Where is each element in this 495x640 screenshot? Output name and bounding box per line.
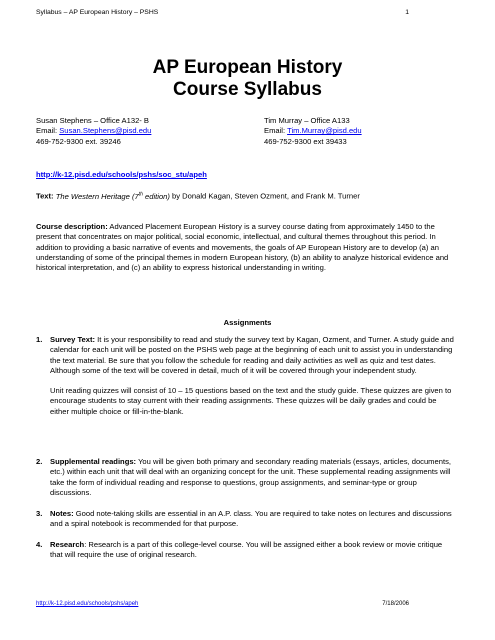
text-label: Text: [36, 191, 54, 201]
email-link[interactable]: Tim.Murray@pisd.edu [287, 126, 362, 136]
assignment-item: 4. Research: Research is a part of this college-level course. You will be assigned either a book review or movie critique that will require the use of original research. [36, 540, 443, 560]
page-number: 1 [405, 9, 409, 16]
contact-email-row: Email: Tim.Murray@pisd.edu [264, 126, 362, 136]
assignments-heading: Assignments [223, 318, 272, 327]
footer-date: 7/18/2006 [382, 601, 409, 607]
contact-stephens [36, 116, 151, 147]
page-header [36, 9, 409, 16]
assignment-label: Supplemental readings: [50, 457, 137, 466]
assignment-label: Research [50, 540, 85, 549]
assignment-body: It is your responsibility to read and study the survey text by Kagan, Ozment, and Turner. A study guide and calendar for each unit will be posted on the PSHS web page at the beginning of each unit to assist you in understanding the text material. Be sure that you follow the schedule for reading and daily activities as well as quiz and test dates. Although some of the text will be covered in detail, much of it will be covered through your independent study. [50, 335, 454, 375]
book-title: The Western Heritage (7th edition) [55, 191, 170, 201]
course-description-label: Course description: [36, 222, 108, 231]
contact-murray [264, 116, 362, 147]
text-section [36, 189, 454, 202]
course-description [36, 222, 454, 273]
footer-url-link[interactable]: http://k-12.pisd.edu/schools/pshs/apeh [36, 601, 139, 607]
assignment-item: 3. Notes: Good note-taking skills are essential in an A.P. class. You are required to take notes on lectures and discussions and a spiral notebook is recommended for that purpose. [36, 509, 452, 529]
assignment-body: : Research is a part of this college-level course. You will be assigned either a book review or movie critique that will require the use of original research. [50, 540, 443, 560]
title-line-2: Course Syllabus [173, 79, 322, 100]
assignment-body: You will be given both primary and secondary reading materials (essays, articles, documents, etc.) within each unit that will deal with an organizing concept for the unit. These supplemental reading assignments will take the form of individual reading and response to questions, group assignments, and seminar-type or group discussions. [50, 457, 451, 497]
course-url-link[interactable]: http://k-12.pisd.edu/schools/pshs/soc_stu/apeh [36, 170, 207, 179]
course-description-body: Advanced Placement European History is a survey course dating from approximately 1450 to the present that concentrates on major political, social economic, intellectual, and cultural themes throughout this period. In addition to providing a basic narrative of events and movements, the goals of AP European History are to develop (a) an understanding of some of the principal themes in modern European history, (b) an ability to analyze historical evidence and historical interpretation, and (c) an ability to express historical understanding in writing. [36, 222, 449, 273]
assignment-item: 2. Supplemental readings: You will be given both primary and secondary reading materials (essays, articles, documents, etc.) within each unit that will deal with an organizing concept for the unit. These supplemental reading assignments will take the form of individual reading and response to questions, group assignments, and seminar-type or group discussions. [36, 457, 451, 497]
page-footer [36, 601, 409, 607]
email-link[interactable]: Susan.Stephens@pisd.edu [59, 126, 152, 136]
contact-name: Susan Stephens – Office A132- B [36, 116, 149, 125]
title-line-1: AP European History [152, 57, 343, 78]
book-authors: by Donald Kagan, Steven Ozment, and Frank M. Turner [169, 191, 360, 201]
contact-name: Tim Murray – Office A133 [264, 116, 350, 125]
assignment-item: 1. Survey Text: It is your responsibility to read and study the survey text by Kagan, Ozment, and Turner. A study guide and calendar for each unit will be posted on the PSHS web page at the beginning of each unit to assist you in understanding the text material. Be sure that you follow the schedule for reading and daily activities as well as quiz and test dates. Although some of the text will be covered in detail, much of it will be covered through your independent study. Unit reading quizzes will consist of 10 – 15 questions based on the text and the study guide. These quizzes are given to encourage students to stay current with their reading assignments. These quizzes will be daily grades and could be either multiple choice or fill-in-the-blank. [36, 335, 456, 417]
assignment-body: Good note-taking skills are essential in an A.P. class. You are required to take notes on lectures and discussions and a spiral notebook is recommended for that purpose. [50, 509, 452, 529]
contact-email-row: Email: Susan.Stephens@pisd.edu [36, 126, 152, 136]
contact-phone: 469-752-9300 ext 39433 [264, 136, 347, 146]
assignment-label: Notes: [50, 509, 74, 518]
contact-phone: 469-752-9300 ext. 39246 [36, 136, 121, 146]
assignment-label: Survey Text: [50, 335, 96, 344]
assignment-extra: Unit reading quizzes will consist of 10 – 15 questions based on the text and the study guide. These quizzes are given to encourage students to stay current with their reading assignments. These quizzes will be daily grades and could be either multiple choice or fill-in-the-blank. [50, 386, 452, 416]
document-title [0, 57, 495, 101]
header-title: Syllabus – AP European History – PSHS [36, 9, 159, 16]
